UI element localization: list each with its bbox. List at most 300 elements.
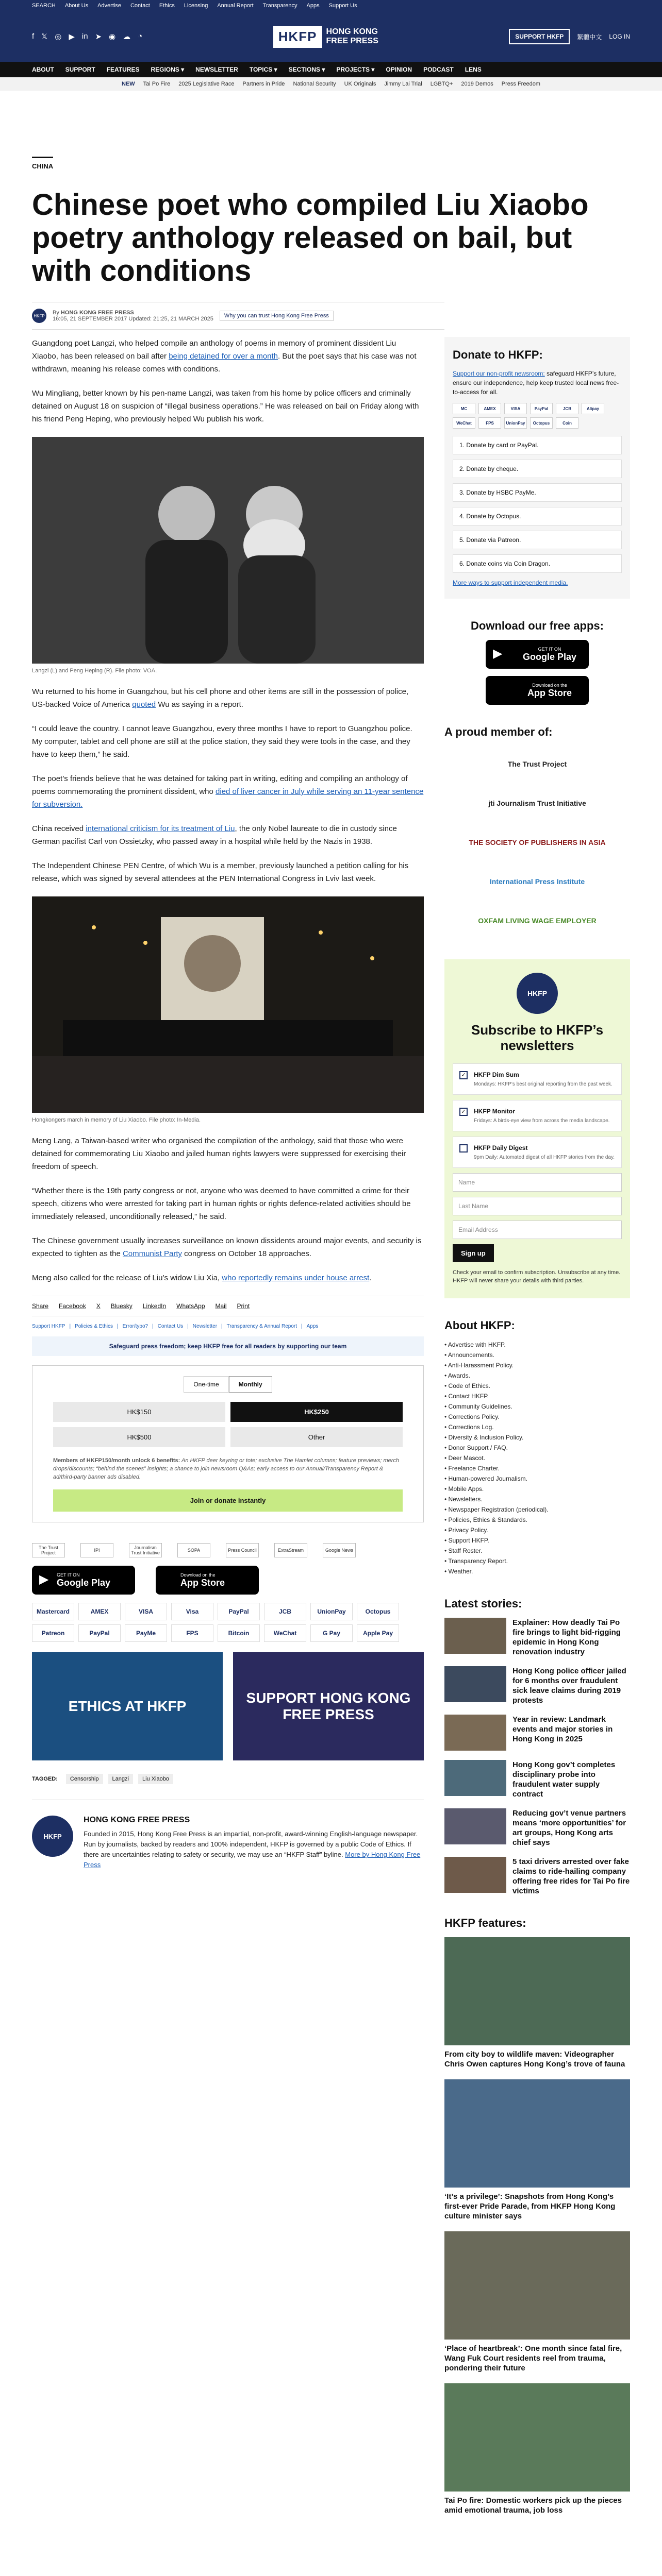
payment-logo: Patreon	[32, 1624, 74, 1642]
article-title: Chinese poet who compiled Liu Xiaobo poetry anthology released on bail, but with conditions	[32, 188, 589, 287]
text: Wu returned to his home in Guangzhou, but his cell phone and other items are still in the possession of police, US-backed Voice of America	[32, 687, 409, 709]
story-thumbnail	[444, 1618, 506, 1654]
about-link[interactable]: • Support HKFP.	[444, 1535, 630, 1546]
feature-item[interactable]	[444, 1937, 630, 2069]
share-whatsapp[interactable]: WhatsApp	[176, 1302, 205, 1310]
feature-title[interactable]: ‘It’s a privilege’: Snapshots from Hong Kong’s first-ever Pride Parade, from HKFP Hong Kong culture minister says	[444, 2192, 616, 2221]
social-icons	[32, 32, 142, 41]
sidebar-apps	[444, 619, 630, 705]
trending-bar	[0, 77, 662, 91]
member-logo[interactable]: OXFAM LIVING WAGE EMPLOYER	[478, 917, 597, 925]
story-item[interactable]	[444, 1666, 630, 1705]
about-link[interactable]: • Staff Roster.	[444, 1546, 630, 1556]
newsletter-heading: Subscribe to HKFP’s newsletters	[471, 1022, 604, 1053]
feature-title[interactable]: Tai Po fire: Domestic workers pick up the pieces amid emotional trauma, job loss	[444, 2496, 622, 2515]
payment-logo: UnionPay	[504, 417, 527, 429]
about-link[interactable]: • Anti-Harassment Policy.	[444, 1360, 630, 1370]
article-dates: 16:05, 21 SEPTEMBER 2017 Updated: 21:25, 21 MARCH 2025	[53, 316, 213, 322]
about-link[interactable]: • Community Guidelines.	[444, 1401, 630, 1412]
payment-logo: Octopus	[530, 417, 553, 429]
amount-options	[53, 1402, 403, 1447]
partner-logos	[32, 1543, 424, 1557]
story-item[interactable]	[444, 1760, 630, 1799]
share-linkedin[interactable]: LinkedIn	[142, 1302, 167, 1310]
about-link[interactable]: • Corrections Log.	[444, 1422, 630, 1432]
header-actions	[509, 29, 630, 44]
nav-about[interactable]: ABOUT	[32, 66, 54, 73]
payment-logo: PayMe	[125, 1624, 167, 1642]
logo-line-2: FREE PRESS	[326, 37, 378, 45]
bluesky-icon[interactable]: ☁	[123, 32, 131, 41]
google-play-icon: ▶	[493, 647, 503, 660]
payment-logo: JCB	[264, 1603, 306, 1620]
payment-methods	[32, 1603, 424, 1642]
app-store-buttons	[32, 1566, 424, 1595]
about-link[interactable]: • Newsletters.	[444, 1494, 630, 1504]
text: .	[369, 1274, 372, 1282]
nav-projects[interactable]: PROJECTS ▾	[336, 66, 375, 73]
logo-box: HKFP	[273, 26, 322, 48]
story-item[interactable]	[444, 1857, 630, 1896]
facebook-icon[interactable]: f	[32, 32, 35, 41]
story-item[interactable]	[444, 1715, 630, 1751]
member-logo[interactable]: The Trust Project	[507, 760, 567, 768]
byline	[53, 310, 213, 322]
policy-link[interactable]: Contact Us	[157, 1324, 184, 1329]
paragraph: “I could leave the country. I cannot leave Guangzhou, every three months I have to report to Guangzhou police. My computer, tablet and cell phone are still at the police station, they said they were tools in the case, and they have to keep them,” he said.	[32, 724, 412, 759]
about-link[interactable]: • Corrections Policy.	[444, 1412, 630, 1422]
photo-illustration	[32, 437, 424, 664]
donation-note-bold: Members of HKFP150/month unlock 6 benefits:	[53, 1458, 180, 1464]
about-link[interactable]: • Human-powered Journalism.	[444, 1473, 630, 1484]
about-link[interactable]: • Donor Support / FAQ.	[444, 1443, 630, 1453]
payment-logo: MC	[453, 403, 475, 414]
payment-logo: G Pay	[310, 1624, 353, 1642]
topbar-ethics[interactable]: Ethics	[159, 3, 175, 9]
story-item[interactable]	[444, 1618, 630, 1657]
features-section	[444, 1917, 630, 2515]
app-store-button[interactable]	[156, 1566, 259, 1595]
feature-item[interactable]	[444, 2383, 630, 2515]
newsletter-option-title: HKFP Monitor	[474, 1108, 515, 1115]
store-label: App Store	[527, 687, 572, 698]
site-logo[interactable]	[273, 26, 378, 48]
payment-logo: Octopus	[357, 1603, 399, 1620]
about-link[interactable]: • Privacy Policy.	[444, 1525, 630, 1535]
text: . But the poet says that his case was not withdrawn, meaning his release comes with conditions.	[32, 352, 417, 374]
telegram-icon[interactable]: ➤	[95, 32, 102, 41]
text: , the only Nobel laureate to die in custody since German pacifist Carl von Ossietzky, who passed away in a hospital while held by the Nazis in 1938.	[32, 824, 397, 846]
story-thumbnail	[444, 1715, 506, 1751]
feature-image	[444, 2079, 630, 2188]
payment-logo: Visa	[171, 1603, 213, 1620]
more-ways-link[interactable]: More ways to support independent media.	[453, 579, 568, 586]
byline-prefix: By	[53, 310, 59, 316]
top-utility-bar	[0, 0, 662, 11]
photo-illustration	[32, 896, 424, 1113]
rss-icon[interactable]: ◔	[138, 32, 143, 41]
inline-link[interactable]: being detained for over a month	[169, 352, 278, 361]
support-hkfp-button[interactable]: SUPPORT HKFP	[509, 29, 570, 44]
share-mail[interactable]: Mail	[215, 1302, 227, 1310]
tag[interactable]: Langzi	[108, 1774, 133, 1784]
trending-item[interactable]: Partners in Pride	[242, 81, 285, 87]
payment-logo: PayPal	[530, 403, 553, 414]
payment-logo: WeChat	[453, 417, 475, 429]
topbar-advertise[interactable]: Advertise	[97, 3, 121, 9]
topbar-apps[interactable]: Apps	[306, 3, 320, 9]
newsletter-signup	[444, 959, 630, 1298]
newsletter-option[interactable]	[453, 1100, 622, 1131]
donation-option[interactable]: 2. Donate by cheque.	[453, 460, 622, 478]
donation-option[interactable]: 3. Donate by HSBC PayMe.	[453, 483, 622, 502]
feature-image	[444, 1937, 630, 2045]
new-label: NEW	[122, 81, 135, 87]
tags-label: TAGGED:	[32, 1776, 58, 1782]
paragraph	[32, 772, 424, 811]
text: Meng also called for the release of Liu’s widow Liu Xia,	[32, 1274, 222, 1282]
story-title[interactable]: 5 taxi drivers arrested over fake claims to ride-hailing company offering free rides for Tai Po fire victims	[512, 1857, 630, 1895]
store-small: Download on the	[180, 1572, 216, 1578]
donation-options	[453, 436, 622, 573]
trending-item[interactable]: 2019 Demos	[461, 81, 493, 87]
policy-link[interactable]: Error/typo?	[122, 1324, 148, 1329]
sidebar-heading: Download our free apps:	[471, 619, 604, 632]
payment-logo: PayPal	[78, 1624, 121, 1642]
story-title[interactable]: Hong Kong gov’t completes disciplinary probe into fraudulent water supply contract	[512, 1760, 616, 1799]
google-play-icon: ▶	[39, 1572, 49, 1586]
paragraph: Wu Mingliang, better known by his pen-name Langzi, was taken from his home by police officers and criminally detained on August 18 on suspicion of “illegal business operations.” He was released on bail on Friday along with his friend Peng Heping, who previously helped Wu publish his work.	[32, 389, 419, 423]
policy-link[interactable]: Newsletter	[192, 1324, 218, 1329]
sidebar-heading: About HKFP:	[444, 1319, 515, 1332]
topbar-support[interactable]: Support Us	[328, 3, 357, 9]
article-meta	[32, 302, 444, 330]
donation-option[interactable]: 5. Donate via Patreon.	[453, 531, 622, 549]
member-logo[interactable]: International Press Institute	[489, 877, 585, 886]
topbar-search[interactable]: SEARCH	[32, 3, 56, 9]
article-body	[32, 337, 424, 2526]
article-photo-1	[32, 437, 424, 664]
feature-item[interactable]	[444, 2079, 630, 2221]
site-header	[0, 11, 662, 62]
sidebar	[444, 337, 630, 2526]
donation-option[interactable]: 4. Donate by Octopus.	[453, 507, 622, 526]
about-link[interactable]: • Announcements.	[444, 1350, 630, 1360]
paragraph	[32, 685, 424, 711]
membership-section	[444, 725, 630, 939]
photo-caption: Langzi (L) and Peng Heping (R). File photo: VOA.	[32, 668, 157, 674]
mastodon-icon[interactable]: ◉	[109, 32, 116, 41]
author-bio	[84, 1829, 424, 1870]
store-small: Download on the	[532, 682, 567, 688]
join-donate-button[interactable]: Join or donate instantly	[53, 1489, 403, 1512]
checkbox[interactable]	[459, 1144, 468, 1153]
text: The Chinese government usually increases surveillance on known dissidents around major events, and security is expected to tighten as the	[32, 1236, 422, 1258]
sidebar-heading: Donate to HKFP:	[453, 348, 543, 361]
about-link[interactable]: • Deer Mascot.	[444, 1453, 630, 1463]
email-field[interactable]: Email Address	[453, 1221, 622, 1239]
story-title[interactable]: Explainer: How deadly Tai Po fire brings to light bid-rigging epidemic in Hong Kong renovation industry	[512, 1618, 621, 1656]
share-label[interactable]: Share	[32, 1302, 49, 1310]
about-link[interactable]: • Awards.	[444, 1370, 630, 1381]
trending-item[interactable]: National Security	[293, 81, 336, 87]
about-section	[444, 1319, 630, 1577]
page-wrapper	[32, 91, 630, 2526]
paragraph	[32, 822, 424, 848]
content-columns	[32, 337, 630, 2526]
feature-title[interactable]: From city boy to wildlife maven: Videographer Chris Owen captures Hong Kong’s trove of fauna	[444, 2050, 625, 2069]
partner-logo[interactable]: ExtraStream	[274, 1543, 307, 1557]
app-store-button[interactable]	[486, 676, 589, 705]
story-thumbnail	[444, 1760, 506, 1796]
member-logo[interactable]: jti Journalism Trust Initiative	[488, 799, 586, 807]
x-icon[interactable]: 𝕏	[41, 32, 48, 41]
partner-logo[interactable]: Google News	[323, 1543, 356, 1557]
text: congress on October 18 approaches.	[182, 1249, 311, 1258]
text: China received	[32, 824, 86, 833]
partner-logo[interactable]: Press Council	[226, 1543, 259, 1557]
category-label[interactable]: CHINA	[32, 157, 53, 170]
text: The poet’s friends believe that he was detained for taking part in writing, editing and compiling an anthology of poems commemorating the prominent dissident, who	[32, 774, 408, 796]
trending-item[interactable]: UK Originals	[344, 81, 376, 87]
payment-logo: WeChat	[264, 1624, 306, 1642]
nav-opinion[interactable]: OPINION	[386, 66, 412, 73]
share-bar	[32, 1296, 424, 1316]
newsletter-note: Check your email to confirm subscription. Unsubscribe at any time. HKFP will never share your details with third parties.	[453, 1269, 621, 1284]
partner-logo[interactable]: IPI	[80, 1543, 113, 1557]
newsletter-option-title: HKFP Daily Digest	[474, 1144, 528, 1151]
support-banner[interactable]: Safeguard press freedom; keep HKFP free for all readers by supporting our team	[32, 1336, 424, 1356]
store-label: App Store	[180, 1577, 225, 1588]
name-field[interactable]: Name	[453, 1173, 622, 1192]
ethics-promo[interactable]: ETHICS AT HKFP	[32, 1652, 223, 1760]
main-navigation	[0, 62, 662, 77]
author-logo: HKFP	[32, 1816, 73, 1857]
payment-logo: VISA	[504, 403, 527, 414]
newsletter-option-desc: Fridays: A birds-eye view from across the media landscape.	[474, 1118, 610, 1124]
author-name[interactable]: HONG KONG FREE PRESS	[84, 1816, 190, 1824]
checkbox[interactable]: ✓	[459, 1071, 468, 1079]
nav-newsletter[interactable]: NEWSLETTER	[195, 66, 238, 73]
newsletter-option-desc: 9pm Daily: Automated digest of all HKFP stories from the day.	[474, 1155, 615, 1160]
frequency-toggle	[53, 1376, 403, 1393]
newsletter-option[interactable]	[453, 1063, 622, 1095]
policy-link[interactable]: Support HKFP	[32, 1324, 65, 1329]
story-thumbnail	[444, 1857, 506, 1893]
payment-logo: UnionPay	[310, 1603, 353, 1620]
newsletter-option[interactable]	[453, 1137, 622, 1168]
paragraph: “Whether there is the 19th party congress or not, anyone who was deemed to have committed a crime for their speech, citizens who were arrested for taking part in human rights or rights defence-related activities should be immediately released, unconditionally released,” he said.	[32, 1187, 411, 1221]
about-link[interactable]: • Code of Ethics.	[444, 1381, 630, 1391]
text: Wu as saying in a report.	[156, 700, 243, 709]
about-link[interactable]: • Contact HKFP.	[444, 1391, 630, 1401]
paragraph	[32, 1234, 424, 1260]
language-link[interactable]: 繁體中文	[577, 33, 602, 41]
about-link[interactable]: • Newspaper Registration (periodical).	[444, 1504, 630, 1515]
paragraph	[32, 337, 424, 376]
about-link[interactable]: • Transparency Report.	[444, 1556, 630, 1566]
nav-features[interactable]: FEATURES	[106, 66, 140, 73]
payment-logo: VISA	[125, 1603, 167, 1620]
about-link[interactable]: • Policies, Ethics & Standards.	[444, 1515, 630, 1525]
inline-link[interactable]: quoted	[132, 700, 156, 709]
inline-link[interactable]: who reportedly remains under house arrest	[222, 1274, 370, 1282]
feature-image	[444, 2383, 630, 2492]
partner-logo[interactable]: SOPA	[177, 1543, 210, 1557]
payment-logo: FPS	[478, 417, 501, 429]
payment-logo: AMEX	[478, 403, 501, 414]
payment-logo: Alipay	[582, 403, 604, 414]
donation-note-text: An HKFP deer keyring or tote; exclusive The Hamlet columns; feature previews; merch drops/discounts; “behind the scenes” insights; a chance to join newsroom Q&As; early access to our Annual/Transparency Report & ad/third-party banner ads disabled.	[53, 1458, 400, 1480]
share-facebook[interactable]: Facebook	[59, 1302, 86, 1310]
topbar-about[interactable]: About Us	[64, 3, 89, 9]
nav-sections[interactable]: SECTIONS ▾	[288, 66, 325, 73]
nav-podcast[interactable]: PODCAST	[423, 66, 454, 73]
last-name-field[interactable]: Last Name	[453, 1197, 622, 1215]
topbar-licensing[interactable]: Licensing	[184, 3, 208, 9]
trust-link[interactable]: Why you can trust Hong Kong Free Press	[220, 311, 334, 321]
about-link[interactable]: • Advertise with HKFP.	[444, 1340, 630, 1350]
about-link[interactable]: • Mobile Apps.	[444, 1484, 630, 1494]
share-x[interactable]: X	[96, 1302, 101, 1310]
signup-button[interactable]: Sign up	[453, 1244, 494, 1262]
latest-stories	[444, 1597, 630, 1896]
payment-logo: PayPal	[218, 1603, 260, 1620]
nav-regions[interactable]: REGIONS ▾	[151, 66, 185, 73]
store-small: GET IT ON	[538, 646, 561, 652]
policy-link[interactable]: Transparency & Annual Report	[226, 1324, 297, 1329]
google-play-button[interactable]	[486, 640, 589, 669]
paragraph: Meng Lang, a Taiwan-based writer who organised the compilation of the anthology, said that those who were detained for commemorating Liu Xiaobo and jailed human rights lawyers were suppressed for exercising their freedom of speech.	[32, 1137, 406, 1171]
donation-option[interactable]: 1. Donate by card or PayPal.	[453, 436, 622, 454]
policy-link[interactable]: Policies & Ethics	[75, 1324, 113, 1329]
donation-option[interactable]: 6. Donate coins via Coin Dragon.	[453, 554, 622, 573]
payment-logo: Apple Pay	[357, 1624, 399, 1642]
amount-option[interactable]: HK$250	[230, 1402, 403, 1422]
payment-logo: FPS	[171, 1624, 213, 1642]
topbar-transparency[interactable]: Transparency	[262, 3, 297, 9]
login-link[interactable]: LOG IN	[609, 33, 630, 40]
donate-desc-link[interactable]: Support our non-profit newsroom:	[453, 370, 545, 377]
sidebar-heading: HKFP features:	[444, 1917, 526, 1929]
share-bluesky[interactable]: Bluesky	[110, 1302, 133, 1310]
sidebar-heading: Latest stories:	[444, 1597, 522, 1610]
donation-note	[53, 1456, 403, 1481]
checkbox[interactable]: ✓	[459, 1108, 468, 1116]
partner-logo[interactable]: The Trust Project	[32, 1543, 65, 1557]
more-by-author-link[interactable]: More by Hong Kong Free Press	[84, 1851, 421, 1869]
payment-logo: Mastercard	[32, 1603, 74, 1620]
trending-item[interactable]: Tai Po Fire	[143, 81, 171, 87]
about-link[interactable]: • Freelance Charter.	[444, 1463, 630, 1473]
inline-link[interactable]: died of liver cancer in July while serving an 11-year sentence for subversion.	[32, 787, 424, 809]
nav-lens[interactable]: LENS	[465, 66, 482, 73]
paragraph	[32, 1272, 424, 1284]
author-bio-text: Founded in 2015, Hong Kong Free Press is an impartial, non-profit, award-winning English-language newspaper. Run by journalists, backed by readers and 100% independent, HKFP is governed by a public Code of Ethics. If there are uncertainties relating to safety or security, we may use an “HKFP Staff” byline.	[84, 1830, 418, 1858]
sidebar-donate	[444, 337, 630, 599]
payment-logos	[453, 403, 622, 429]
story-thumbnail	[444, 1666, 506, 1702]
text: Guangdong poet Langzi, who helped compile an anthology of poems in memory of prominent dissident Liu Xiaobo, has been released on bail after	[32, 339, 396, 361]
byline-author[interactable]: HONG KONG FREE PRESS	[60, 310, 134, 316]
donate-description	[453, 369, 622, 397]
donation-box	[32, 1365, 424, 1522]
author-avatar: HKFP	[32, 309, 46, 323]
newsletter-logo: HKFP	[517, 973, 558, 1014]
support-promo[interactable]: SUPPORT HONG KONG FREE PRESS	[233, 1652, 424, 1760]
about-list	[444, 1340, 630, 1577]
story-title[interactable]: Reducing gov’t venue partners means ‘more opportunities’ for art groups, Hong Kong arts chief says	[512, 1809, 626, 1847]
payment-logo: Bitcoin	[218, 1624, 260, 1642]
about-link[interactable]: • Weather.	[444, 1566, 630, 1577]
inline-link[interactable]: Communist Party	[122, 1249, 182, 1258]
tag[interactable]: Liu Xiaobo	[138, 1774, 173, 1784]
trending-item[interactable]: Press Freedom	[501, 81, 540, 87]
amount-option[interactable]: Other	[230, 1427, 403, 1447]
article-tags	[32, 1774, 424, 1784]
store-small: GET IT ON	[57, 1572, 80, 1578]
store-label: Google Play	[522, 651, 577, 662]
author-info	[84, 1816, 424, 1870]
payment-logo: AMEX	[78, 1603, 121, 1620]
logo-text	[326, 27, 378, 46]
about-link[interactable]: • Diversity & Inclusion Policy.	[444, 1432, 630, 1443]
linkedin-icon[interactable]: in	[81, 32, 88, 41]
trending-item[interactable]: Jimmy Lai Trial	[384, 81, 422, 87]
policy-link[interactable]: Apps	[306, 1324, 319, 1329]
paragraph: The Independent Chinese PEN Centre, of which Wu is a member, previously launched a petition calling for his release, which was signed by several attendees at the PEN International Congress in Lviv last week.	[32, 861, 409, 883]
feature-image	[444, 2231, 630, 2340]
amount-option[interactable]: HK$150	[53, 1402, 225, 1422]
trending-item[interactable]: 2025 Legislative Race	[178, 81, 235, 87]
amount-option[interactable]: HK$500	[53, 1427, 225, 1447]
story-title[interactable]: Year in review: Landmark events and major stories in Hong Kong in 2025	[512, 1715, 613, 1743]
youtube-icon[interactable]: ▶	[69, 32, 75, 41]
one-time-tab[interactable]: One-time	[184, 1376, 228, 1393]
instagram-icon[interactable]: ◎	[55, 32, 62, 41]
newsletter-option-title: HKFP Dim Sum	[474, 1071, 519, 1078]
logo-line-1: HONG KONG	[326, 27, 378, 36]
nav-support[interactable]: SUPPORT	[65, 66, 95, 73]
story-thumbnail	[444, 1808, 506, 1844]
story-item[interactable]	[444, 1808, 630, 1848]
promo-banners	[32, 1652, 424, 1760]
nav-topics[interactable]: TOPICS ▾	[249, 66, 277, 73]
inline-link[interactable]: international criticism for its treatment of Liu	[86, 824, 235, 833]
newsletter-option-desc: Mondays: HKFP’s best original reporting from the past week.	[474, 1081, 613, 1087]
photo-caption: Hongkongers march in memory of Liu Xiaobo. File photo: In-Media.	[32, 1117, 201, 1123]
monthly-tab[interactable]: Monthly	[229, 1376, 272, 1393]
google-play-button[interactable]	[32, 1566, 135, 1595]
topbar-contact[interactable]: Contact	[130, 3, 150, 9]
payment-logo: JCB	[556, 403, 578, 414]
payment-logo: Coin	[556, 417, 578, 429]
trending-item[interactable]: LGBTQ+	[430, 81, 453, 87]
tag[interactable]: Censorship	[66, 1774, 103, 1784]
donate-desc-text: safeguard HKFP’s future, ensure our independence, help keep trusted local news free-to-access for all.	[453, 370, 619, 396]
story-title[interactable]: Hong Kong police officer jailed for 6 months over fraudulent sick leave claims during 2019 protests	[512, 1667, 626, 1705]
policy-links: Support HKFP | Policies & Ethics | Error/typo? | Contact Us | Newsletter | Transparency & Annual Report | Apps	[32, 1324, 319, 1329]
sidebar-heading: A proud member of:	[444, 725, 553, 738]
article-photo-2	[32, 896, 424, 1113]
author-box	[32, 1800, 424, 1870]
feature-item[interactable]	[444, 2231, 630, 2373]
feature-title[interactable]: ‘Place of heartbreak’: One month since fatal fire, Wang Fuk Court residents reel from trauma, pondering their future	[444, 2344, 622, 2372]
share-print[interactable]: Print	[237, 1302, 250, 1310]
partner-logo[interactable]: Journalism Trust Initiative	[129, 1543, 162, 1557]
topbar-annual-report[interactable]: Annual Report	[217, 3, 254, 9]
member-logo[interactable]: THE SOCIETY OF PUBLISHERS IN ASIA	[469, 838, 606, 846]
